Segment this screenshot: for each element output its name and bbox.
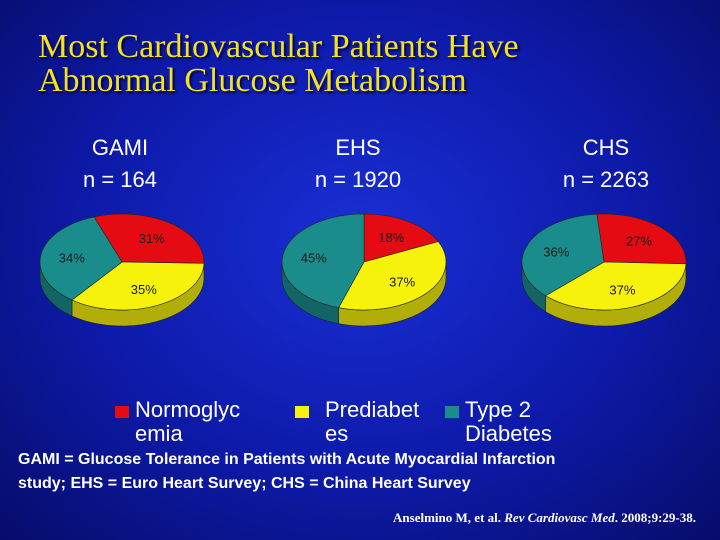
- study-sample-size: n = 1920: [314, 167, 402, 192]
- footnote-line-1: GAMI = Glucose Tolerance in Patients with Acute Myocardial Infarction: [18, 451, 556, 468]
- data-label-type2_diabetes: 34%: [58, 250, 85, 266]
- data-label-normoglycemia: 18%: [378, 229, 405, 245]
- pie-chart-ehs: [282, 214, 446, 326]
- data-label-prediabetes: 37%: [609, 282, 636, 298]
- study-sample-size: n = 164: [82, 167, 157, 192]
- legend-label-normoglycemia: Normoglyc emia: [135, 397, 241, 446]
- legend-swatch-prediabetes: [295, 406, 309, 418]
- citation-journal: Rev Cardiovasc Med: [504, 510, 615, 525]
- slide-title: [38, 30, 698, 98]
- study-heading-gami: [20, 132, 220, 196]
- study-sample-size: n = 2263: [562, 167, 650, 192]
- legend-swatch-type2-diabetes: [445, 406, 459, 418]
- data-label-prediabetes: 35%: [130, 281, 157, 297]
- data-label-type2_diabetes: 45%: [300, 250, 327, 266]
- legend-label-type2-diabetes: Type 2 Diabetes: [465, 397, 552, 446]
- citation-authors: Anselmino M, et al.: [393, 510, 505, 525]
- data-label-type2_diabetes: 36%: [543, 244, 570, 260]
- data-label-normoglycemia: 27%: [626, 233, 653, 249]
- pie-charts: [0, 200, 720, 350]
- study-title: CHS: [582, 135, 630, 160]
- slide-title-line-1: Most Cardiovascular Patients Have: [38, 28, 519, 65]
- slide-title-line-2: Abnormal Glucose Metabolism: [38, 62, 467, 99]
- citation-rest: . 2008;9:29-38.: [614, 510, 696, 525]
- footnote: [18, 448, 708, 496]
- data-label-normoglycemia: 31%: [138, 230, 165, 246]
- study-heading-chs: [506, 132, 706, 196]
- footnote-line-2: study; EHS = Euro Heart Survey; CHS = China Heart Survey: [18, 475, 471, 492]
- pie-chart-gami: [40, 214, 204, 326]
- study-title: GAMI: [91, 135, 149, 160]
- citation: [393, 510, 696, 526]
- pie-chart-chs: [522, 214, 686, 326]
- study-heading-ehs: [258, 132, 458, 196]
- study-title: EHS: [335, 135, 381, 160]
- legend-swatch-normoglycemia: [115, 406, 129, 418]
- legend-label-prediabetes: Prediabet es: [325, 397, 420, 446]
- data-label-prediabetes: 37%: [389, 274, 416, 290]
